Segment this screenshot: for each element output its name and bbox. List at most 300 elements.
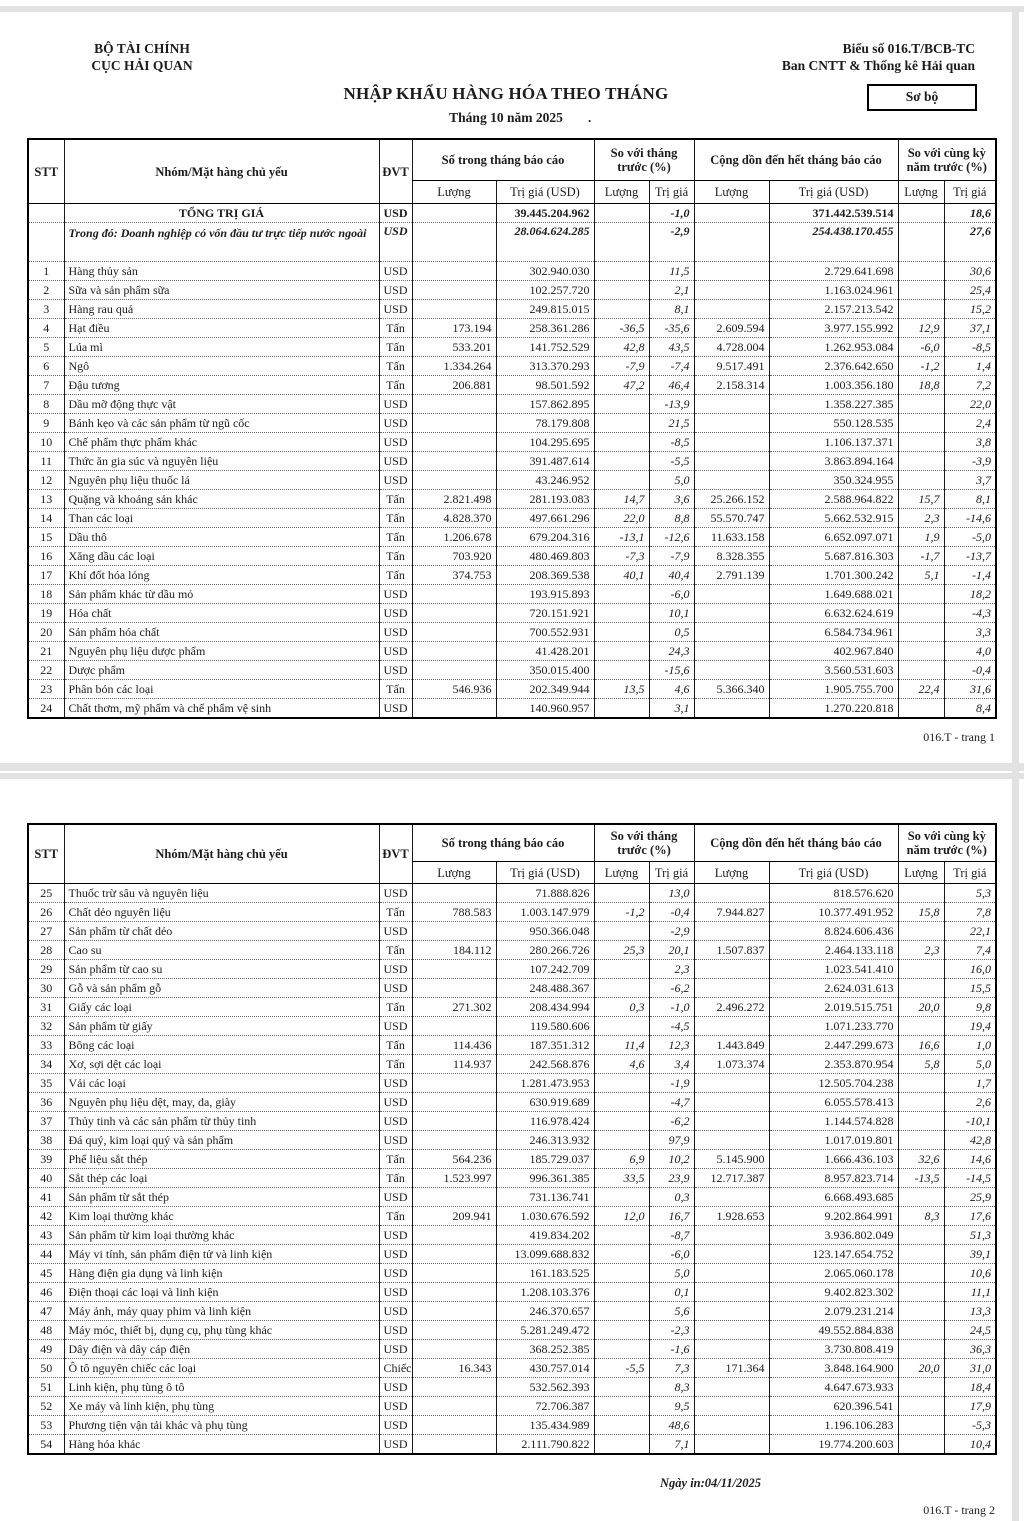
cell-stt: 29: [28, 960, 64, 979]
cell-stt: 38: [28, 1131, 64, 1150]
cell-pq: 40,1: [594, 566, 649, 585]
cell-pv: 3,4: [649, 1055, 694, 1074]
table-row: [28, 528, 996, 547]
cell-qty: 4.828.370: [412, 509, 496, 528]
table-row: [28, 319, 996, 338]
cell-val: 193.915.893: [496, 585, 594, 604]
col-header-month: Số trong tháng báo cáo: [412, 139, 594, 181]
cell-yq: [898, 471, 944, 490]
report-page-1: [0, 12, 1012, 763]
cell-dvt: USD: [379, 300, 412, 319]
cell-name: Sản phẩm hóa chất: [64, 623, 379, 642]
cell-pv: -2,9: [649, 922, 694, 941]
cell-yq: [898, 452, 944, 471]
cell-stt: 39: [28, 1150, 64, 1169]
cell-pq: [594, 204, 649, 223]
cell-yv: 18,4: [944, 1378, 996, 1397]
cell-cv: 1.003.356.180: [769, 376, 898, 395]
cell-pv: -12,6: [649, 528, 694, 547]
cell-val: 280.266.726: [496, 941, 594, 960]
cell-yq: 20,0: [898, 1359, 944, 1378]
cell-yv: -5,0: [944, 528, 996, 547]
cell-qty: [412, 585, 496, 604]
cell-stt: 54: [28, 1435, 64, 1455]
cell-yq: [898, 623, 944, 642]
cell-yv: -5,3: [944, 1416, 996, 1435]
cell-pv: 2,1: [649, 281, 694, 300]
table-row: [28, 452, 996, 471]
cell-val: 119.580.606: [496, 1017, 594, 1036]
cell-pq: [594, 1188, 649, 1207]
cell-pq: 12,0: [594, 1207, 649, 1226]
cell-cv: 6.584.734.961: [769, 623, 898, 642]
cell-dvt: USD: [379, 452, 412, 471]
cell-dvt: Tấn: [379, 941, 412, 960]
cell-stt: 36: [28, 1093, 64, 1112]
cell-yv: 2,4: [944, 414, 996, 433]
cell-pv: 16,7: [649, 1207, 694, 1226]
cell-stt: 13: [28, 490, 64, 509]
cell-stt: 11: [28, 452, 64, 471]
cell-cv: 1.701.300.242: [769, 566, 898, 585]
form-number: Biểu số 016.T/BCB-TC: [842, 41, 975, 56]
table-row: [28, 1150, 996, 1169]
cell-cv: 3.848.164.900: [769, 1359, 898, 1378]
cell-dvt: USD: [379, 1416, 412, 1435]
cell-dvt: USD: [379, 1093, 412, 1112]
cell-name: Thủy tinh và các sản phẩm từ thủy tinh: [64, 1112, 379, 1131]
cell-yv: 25,4: [944, 281, 996, 300]
cell-name: Xơ, sợi dệt các loại: [64, 1055, 379, 1074]
cell-name: Nguyên phụ liệu thuốc lá: [64, 471, 379, 490]
cell-pv: 23,9: [649, 1169, 694, 1188]
cell-name: Phương tiện vận tải khác và phụ tùng: [64, 1416, 379, 1435]
cell-pq: 25,3: [594, 941, 649, 960]
cell-pq: [594, 922, 649, 941]
cell-name: Bánh kẹo và các sản phẩm từ ngũ cốc: [64, 414, 379, 433]
cell-val: 497.661.296: [496, 509, 594, 528]
subcol-value: Trị giá: [944, 181, 996, 204]
cell-qty: [412, 1112, 496, 1131]
cell-yv: 8,4: [944, 699, 996, 719]
cell-name: Máy ảnh, máy quay phim và linh kiện: [64, 1302, 379, 1321]
cell-pv: -35,6: [649, 319, 694, 338]
cell-name: Máy vi tính, sản phẩm điện tử và linh kiện: [64, 1245, 379, 1264]
cell-cv: 8.824.606.436: [769, 922, 898, 941]
cell-cv: 6.652.097.071: [769, 528, 898, 547]
cell-cv: 123.147.654.752: [769, 1245, 898, 1264]
table-row: [28, 357, 996, 376]
cell-val: 43.246.952: [496, 471, 594, 490]
cell-cv: 3.936.802.049: [769, 1226, 898, 1245]
cell-cq: 2.791.139: [694, 566, 769, 585]
cell-pv: -8,5: [649, 433, 694, 452]
col-header-vs-year: So với cùng kỳ năm trước (%): [898, 824, 996, 862]
table-row: [28, 884, 996, 903]
cell-val: 1.281.473.953: [496, 1074, 594, 1093]
table-row: [28, 1416, 996, 1435]
cell-val: 157.862.895: [496, 395, 594, 414]
cell-val: 72.706.387: [496, 1397, 594, 1416]
cell-pq: [594, 1226, 649, 1245]
cell-val: 480.469.803: [496, 547, 594, 566]
cell-stt: 25: [28, 884, 64, 903]
cell-qty: 533.201: [412, 338, 496, 357]
cell-cv: 9.402.823.302: [769, 1283, 898, 1302]
cell-cq: [694, 1131, 769, 1150]
cell-yv: 13,3: [944, 1302, 996, 1321]
cell-pq: [594, 1017, 649, 1036]
cell-pq: -7,3: [594, 547, 649, 566]
cell-cq: 4.728.004: [694, 338, 769, 357]
cell-val: 41.428.201: [496, 642, 594, 661]
cell-stt: 44: [28, 1245, 64, 1264]
cell-val: 350.015.400: [496, 661, 594, 680]
cell-qty: [412, 433, 496, 452]
cell-cq: [694, 1245, 769, 1264]
cell-pv: 46,4: [649, 376, 694, 395]
cell-yv: 3,7: [944, 471, 996, 490]
cell-name: Than các loại: [64, 509, 379, 528]
cell-val: 135.434.989: [496, 1416, 594, 1435]
cell-val: 104.295.695: [496, 433, 594, 452]
cell-qty: 206.881: [412, 376, 496, 395]
cell-qty: [412, 960, 496, 979]
cell-cv: 6.632.624.619: [769, 604, 898, 623]
cell-qty: [412, 1017, 496, 1036]
cell-yq: [898, 1321, 944, 1340]
table-row: [28, 1074, 996, 1093]
cell-cv: 9.202.864.991: [769, 1207, 898, 1226]
cell-pv: 8,8: [649, 509, 694, 528]
cell-pq: [594, 884, 649, 903]
cell-pv: 48,6: [649, 1416, 694, 1435]
cell-dvt: USD: [379, 414, 412, 433]
cell-cq: [694, 1283, 769, 1302]
cell-cv: 254.438.170.455: [769, 223, 898, 262]
cell-pv: 5,0: [649, 1264, 694, 1283]
cell-qty: [412, 452, 496, 471]
cell-name: Thuốc trừ sâu và nguyên liệu: [64, 884, 379, 903]
cell-cq: [694, 661, 769, 680]
cell-yq: 18,8: [898, 376, 944, 395]
cell-val: 281.193.083: [496, 490, 594, 509]
table-row: [28, 1378, 996, 1397]
cell-yv: 18,2: [944, 585, 996, 604]
cell-name: Sản phẩm từ cao su: [64, 960, 379, 979]
subcol-value-usd: Trị giá (USD): [496, 181, 594, 204]
cell-yq: [898, 1283, 944, 1302]
table-row: [28, 604, 996, 623]
cell-pv: -0,4: [649, 903, 694, 922]
cell-cv: 49.552.884.838: [769, 1321, 898, 1340]
cell-qty: [412, 223, 496, 262]
cell-yv: 7,4: [944, 941, 996, 960]
cell-name: Gỗ và sản phẩm gỗ: [64, 979, 379, 998]
cell-stt: 37: [28, 1112, 64, 1131]
cell-stt: 40: [28, 1169, 64, 1188]
subcol-value: Trị giá: [649, 862, 694, 884]
cell-dvt: Tấn: [379, 509, 412, 528]
col-header-dvt: ĐVT: [379, 139, 412, 204]
cell-yq: [898, 1264, 944, 1283]
cell-yv: -0,4: [944, 661, 996, 680]
import-table-page2: [27, 823, 997, 1455]
cell-yq: [898, 884, 944, 903]
table-row: [28, 1321, 996, 1340]
cell-qty: 788.583: [412, 903, 496, 922]
cell-cv: 8.957.823.714: [769, 1169, 898, 1188]
cell-yq: [898, 1131, 944, 1150]
subcol-value-usd: Trị giá (USD): [769, 862, 898, 884]
cell-stt: 14: [28, 509, 64, 528]
cell-qty: 546.936: [412, 680, 496, 699]
table-row: [28, 661, 996, 680]
cell-pq: [594, 1340, 649, 1359]
table-row: [28, 376, 996, 395]
cell-cv: 371.442.539.514: [769, 204, 898, 223]
cell-name: Xe máy và linh kiện, phụ tùng: [64, 1397, 379, 1416]
cell-name: Máy móc, thiết bị, dụng cụ, phụ tùng khác: [64, 1321, 379, 1340]
cell-name: Xăng dầu các loại: [64, 547, 379, 566]
col-header-month: Số trong tháng báo cáo: [412, 824, 594, 862]
cell-val: 187.351.312: [496, 1036, 594, 1055]
cell-cv: 5.687.816.303: [769, 547, 898, 566]
cell-cq: [694, 395, 769, 414]
cell-pq: 22,0: [594, 509, 649, 528]
cell-cq: 9.517.491: [694, 357, 769, 376]
cell-name: Khí đốt hóa lỏng: [64, 566, 379, 585]
table-row: [28, 1397, 996, 1416]
table-row: [28, 1055, 996, 1074]
cell-yv: 2,6: [944, 1093, 996, 1112]
subcol-qty: Lượng: [898, 862, 944, 884]
cell-yv: 7,2: [944, 376, 996, 395]
cell-pv: -1,6: [649, 1340, 694, 1359]
cell-yq: [898, 1112, 944, 1131]
cell-yv: 5,0: [944, 1055, 996, 1074]
col-header-group: Nhóm/Mặt hàng chủ yếu: [64, 139, 379, 204]
cell-name: Quặng và khoáng sản khác: [64, 490, 379, 509]
cell-stt: 20: [28, 623, 64, 642]
cell-yv: 25,9: [944, 1188, 996, 1207]
cell-dvt: Tấn: [379, 376, 412, 395]
cell-yv: 24,5: [944, 1321, 996, 1340]
cell-cq: [694, 1397, 769, 1416]
cell-val: 28.064.624.285: [496, 223, 594, 262]
cell-yq: 22,4: [898, 680, 944, 699]
cell-qty: [412, 1302, 496, 1321]
cell-pv: 8,1: [649, 300, 694, 319]
cell-stt: 50: [28, 1359, 64, 1378]
cell-pq: [594, 1245, 649, 1264]
cell-pv: 20,1: [649, 941, 694, 960]
cell-pq: 14,7: [594, 490, 649, 509]
cell-pq: [594, 471, 649, 490]
cell-yv: -13,7: [944, 547, 996, 566]
subcol-qty: Lượng: [594, 862, 649, 884]
cell-cv: 6.055.578.413: [769, 1093, 898, 1112]
cell-qty: [412, 1340, 496, 1359]
cell-name: Sắt thép các loại: [64, 1169, 379, 1188]
cell-pq: [594, 1435, 649, 1455]
cell-yq: [898, 1340, 944, 1359]
cell-yv: 4,0: [944, 642, 996, 661]
cell-name: Đậu tương: [64, 376, 379, 395]
cell-pq: 6,9: [594, 1150, 649, 1169]
cell-name: Ô tô nguyên chiếc các loại: [64, 1359, 379, 1378]
col-header-stt: STT: [28, 824, 64, 884]
col-header-stt: STT: [28, 139, 64, 204]
cell-yq: [898, 1074, 944, 1093]
cell-yv: 42,8: [944, 1131, 996, 1150]
cell-dvt: USD: [379, 1131, 412, 1150]
cell-name: Giấy các loại: [64, 998, 379, 1017]
cell-name: Lúa mì: [64, 338, 379, 357]
cell-val: 13.099.688.832: [496, 1245, 594, 1264]
cell-val: 258.361.286: [496, 319, 594, 338]
cell-pq: [594, 585, 649, 604]
cell-cv: 6.668.493.685: [769, 1188, 898, 1207]
cell-name: Vải các loại: [64, 1074, 379, 1093]
cell-name: Hàng thủy sản: [64, 262, 379, 281]
cell-val: 185.729.037: [496, 1150, 594, 1169]
cell-stt: 6: [28, 357, 64, 376]
cell-qty: [412, 262, 496, 281]
status-badge: Sơ bộ: [867, 84, 977, 111]
cell-cv: 402.967.840: [769, 642, 898, 661]
cell-pq: [594, 1416, 649, 1435]
cell-cq: [694, 1188, 769, 1207]
cell-cv: 1.071.233.770: [769, 1017, 898, 1036]
cell-stt: 19: [28, 604, 64, 623]
cell-yv: 15,5: [944, 979, 996, 998]
cell-val: 98.501.592: [496, 376, 594, 395]
cell-dvt: USD: [379, 979, 412, 998]
cell-pq: 11,4: [594, 1036, 649, 1055]
cell-name: Dược phẩm: [64, 661, 379, 680]
cell-pv: -4,7: [649, 1093, 694, 1112]
cell-pv: 8,3: [649, 1378, 694, 1397]
cell-yq: -1,2: [898, 357, 944, 376]
cell-name: Sản phẩm khác từ dầu mỏ: [64, 585, 379, 604]
cell-dvt: Tấn: [379, 998, 412, 1017]
cell-dvt: USD: [379, 1378, 412, 1397]
cell-yv: 10,4: [944, 1435, 996, 1455]
cell-dvt: USD: [379, 922, 412, 941]
cell-cv: 12.505.704.238: [769, 1074, 898, 1093]
cell-pv: -7,9: [649, 547, 694, 566]
cell-yq: [898, 1302, 944, 1321]
col-header-dvt: ĐVT: [379, 824, 412, 884]
cell-pq: [594, 699, 649, 719]
cell-cq: [694, 1017, 769, 1036]
cell-cv: 2.065.060.178: [769, 1264, 898, 1283]
cell-cq: [694, 262, 769, 281]
cell-stt: 46: [28, 1283, 64, 1302]
cell-name: Sữa và sản phẩm sữa: [64, 281, 379, 300]
cell-pq: -5,5: [594, 1359, 649, 1378]
cell-stt: 10: [28, 433, 64, 452]
cell-pv: 3,6: [649, 490, 694, 509]
cell-pq: [594, 1264, 649, 1283]
cell-yv: 3,8: [944, 433, 996, 452]
cell-cv: 1.144.574.828: [769, 1112, 898, 1131]
cell-yq: 15,7: [898, 490, 944, 509]
cell-dvt: USD: [379, 1435, 412, 1455]
cell-dvt: USD: [379, 1112, 412, 1131]
cell-pv: 7,1: [649, 1435, 694, 1455]
cell-yv: -3,9: [944, 452, 996, 471]
cell-name: Phế liệu sắt thép: [64, 1150, 379, 1169]
cell-stt: 12: [28, 471, 64, 490]
table-row: [28, 642, 996, 661]
cell-cq: [694, 281, 769, 300]
cell-qty: [412, 1093, 496, 1112]
cell-yv: 8,1: [944, 490, 996, 509]
cell-pv: 0,1: [649, 1283, 694, 1302]
cell-yq: [898, 922, 944, 941]
cell-yv: 15,2: [944, 300, 996, 319]
table-row: [28, 1207, 996, 1226]
cell-val: 996.361.385: [496, 1169, 594, 1188]
cell-yv: 51,3: [944, 1226, 996, 1245]
cell-name: Nguyên phụ liệu dược phẩm: [64, 642, 379, 661]
ministry-name: BỘ TÀI CHÍNH: [94, 41, 190, 56]
cell-pq: [594, 223, 649, 262]
cell-pv: -6,0: [649, 585, 694, 604]
cell-qty: [412, 1188, 496, 1207]
table-header-2: [28, 824, 996, 884]
cell-pq: [594, 433, 649, 452]
cell-yv: 31,0: [944, 1359, 996, 1378]
table-row: [28, 1093, 996, 1112]
cell-pv: -6,0: [649, 1245, 694, 1264]
cell-qty: [412, 395, 496, 414]
table-body-page2: [28, 884, 996, 1455]
cell-yq: [898, 1435, 944, 1455]
cell-pq: [594, 604, 649, 623]
cell-yv: 11,1: [944, 1283, 996, 1302]
cell-yv: 16,0: [944, 960, 996, 979]
cell-yq: -1,7: [898, 547, 944, 566]
cell-yv: 1,0: [944, 1036, 996, 1055]
cell-name: Hóa chất: [64, 604, 379, 623]
table-row: [28, 1435, 996, 1455]
table-row: [28, 281, 996, 300]
cell-dvt: USD: [379, 604, 412, 623]
cell-cv: 818.576.620: [769, 884, 898, 903]
cell-stt: 35: [28, 1074, 64, 1093]
cell-val: 302.940.030: [496, 262, 594, 281]
form-info: [555, 40, 975, 74]
cell-qty: [412, 1245, 496, 1264]
cell-pv: 10,1: [649, 604, 694, 623]
cell-yq: [898, 1416, 944, 1435]
cell-val: 161.183.525: [496, 1264, 594, 1283]
cell-cv: 3.977.155.992: [769, 319, 898, 338]
cell-yv: -1,4: [944, 566, 996, 585]
table-row: [28, 547, 996, 566]
cell-yq: [898, 414, 944, 433]
table-row: [28, 204, 996, 223]
cell-dvt: USD: [379, 281, 412, 300]
cell-stt: 26: [28, 903, 64, 922]
col-header-vs-year: So với cùng kỳ năm trước (%): [898, 139, 996, 181]
cell-pv: -5,5: [649, 452, 694, 471]
cell-val: 720.151.921: [496, 604, 594, 623]
cell-cv: 1.666.436.103: [769, 1150, 898, 1169]
